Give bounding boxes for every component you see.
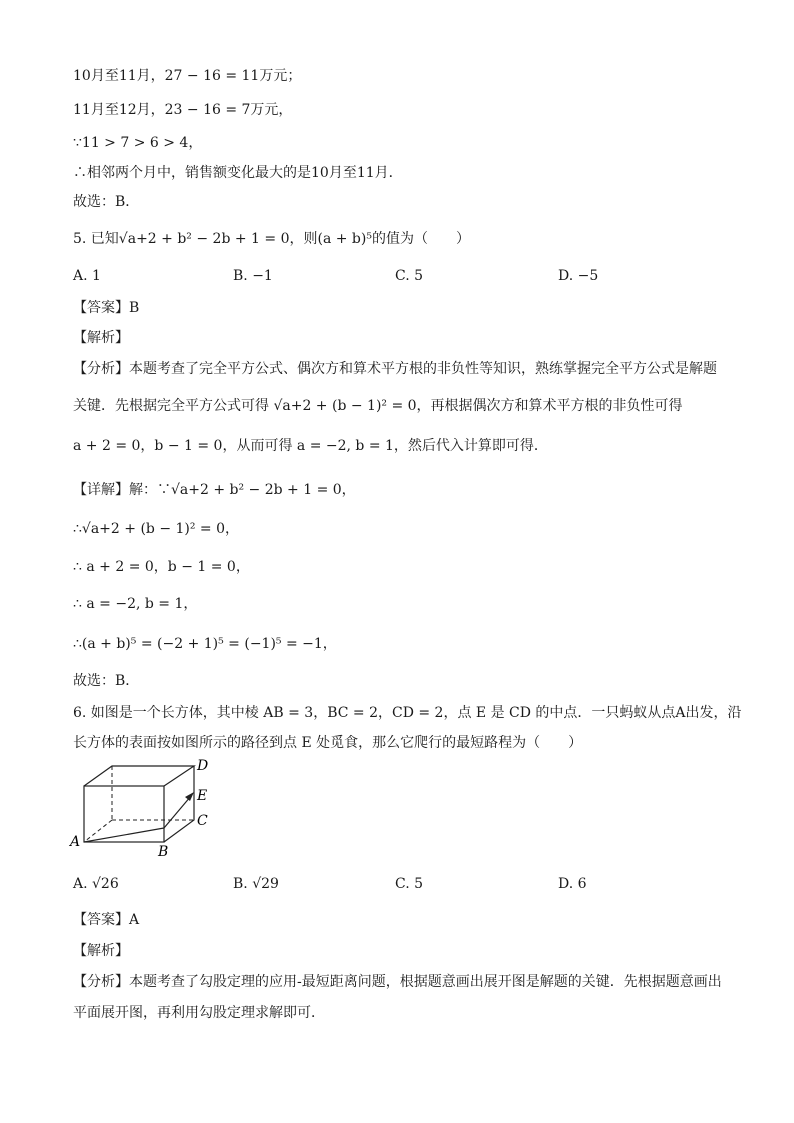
- q6-analysis-line: 【分析】本题考查了勾股定理的应用-最短距离问题，根据题意画出展开图是解题的关键．先根据题意画出: [73, 974, 722, 990]
- q6-analysis-line: 平面展开图，再利用勾股定理求解即可．: [73, 1005, 325, 1021]
- arrow-head: [185, 792, 194, 801]
- q5-analysis-line: a + 2 = 0，b − 1 = 0，从而可得 a = −2, b = 1，然后代入计算即可得．: [73, 438, 548, 454]
- q6-analysis-title: 【解析】: [73, 943, 129, 959]
- front-face: [84, 786, 164, 842]
- text-line: 10月至11月，27 − 16 = 11万元；: [73, 68, 302, 84]
- text-line: 故选：B．: [73, 194, 140, 210]
- q5-option-d: D. −5: [558, 268, 599, 284]
- question-5: 5. 已知√a+2 + b² − 2b + 1 = 0，则(a + b)⁵的值为（ ）: [73, 231, 470, 247]
- path-arrow: [164, 796, 191, 828]
- top-face: [84, 766, 194, 786]
- question-6-line: 长方体的表面按如图所示的路径到点 E 处觅食，那么它爬行的最短路程为（ ）: [73, 735, 583, 751]
- q6-option-a: A. √26: [73, 876, 119, 892]
- text-line: ∴相邻两个月中，销售额变化最大的是10月至11月．: [73, 165, 403, 181]
- q6-option-b: B. √29: [233, 876, 279, 892]
- right-face: [164, 766, 194, 842]
- cuboid-diagram: [66, 756, 226, 860]
- q5-analysis-title: 【解析】: [73, 330, 129, 346]
- q5-detail-line: ∴ a + 2 = 0，b − 1 = 0，: [73, 559, 250, 575]
- q5-answer: 【答案】B: [73, 300, 140, 316]
- q5-analysis-line: 【分析】本题考查了完全平方公式、偶次方和算术平方根的非负性等知识，熟练掌握完全平方公式是解题: [73, 361, 717, 377]
- q6-option-c: C. 5: [395, 876, 424, 892]
- q5-detail-line: ∴ a = −2, b = 1，: [73, 596, 198, 612]
- q5-analysis-line: 关键．先根据完全平方公式可得 √a+2 + (b − 1)² = 0，再根据偶次方和算术平方根的非负性可得: [73, 398, 683, 414]
- q5-detail-line: ∴√a+2 + (b − 1)² = 0，: [73, 521, 240, 537]
- label-e: E: [197, 788, 208, 804]
- label-c: C: [197, 813, 208, 829]
- label-a: A: [70, 834, 81, 850]
- q5-conclusion: 故选：B．: [73, 673, 140, 689]
- label-d: D: [197, 758, 209, 774]
- q5-option-a: A. 1: [73, 268, 101, 284]
- q5-option-b: B. −1: [233, 268, 273, 284]
- path-segment: [84, 828, 164, 842]
- q5-option-c: C. 5: [395, 268, 424, 284]
- question-6-line: 6. 如图是一个长方体，其中棱 AB = 3，BC = 2，CD = 2，点 E 是 CD 的中点．一只蚂蚁从点A出发，沿: [73, 705, 742, 721]
- cuboid-figure: [66, 756, 226, 860]
- label-b: B: [158, 844, 169, 860]
- q6-option-d: D. 6: [558, 876, 587, 892]
- q6-answer: 【答案】A: [73, 912, 140, 928]
- hidden-edge: [84, 820, 112, 842]
- text-line: 11月至12月，23 − 16 = 7万元，: [73, 102, 293, 118]
- q5-detail-line: 【详解】解：∵√a+2 + b² − 2b + 1 = 0，: [73, 482, 356, 498]
- text-line: ∵11 > 7 > 6 > 4，: [73, 135, 203, 151]
- q5-detail-line: ∴(a + b)⁵ = (−2 + 1)⁵ = (−1)⁵ = −1，: [73, 636, 337, 652]
